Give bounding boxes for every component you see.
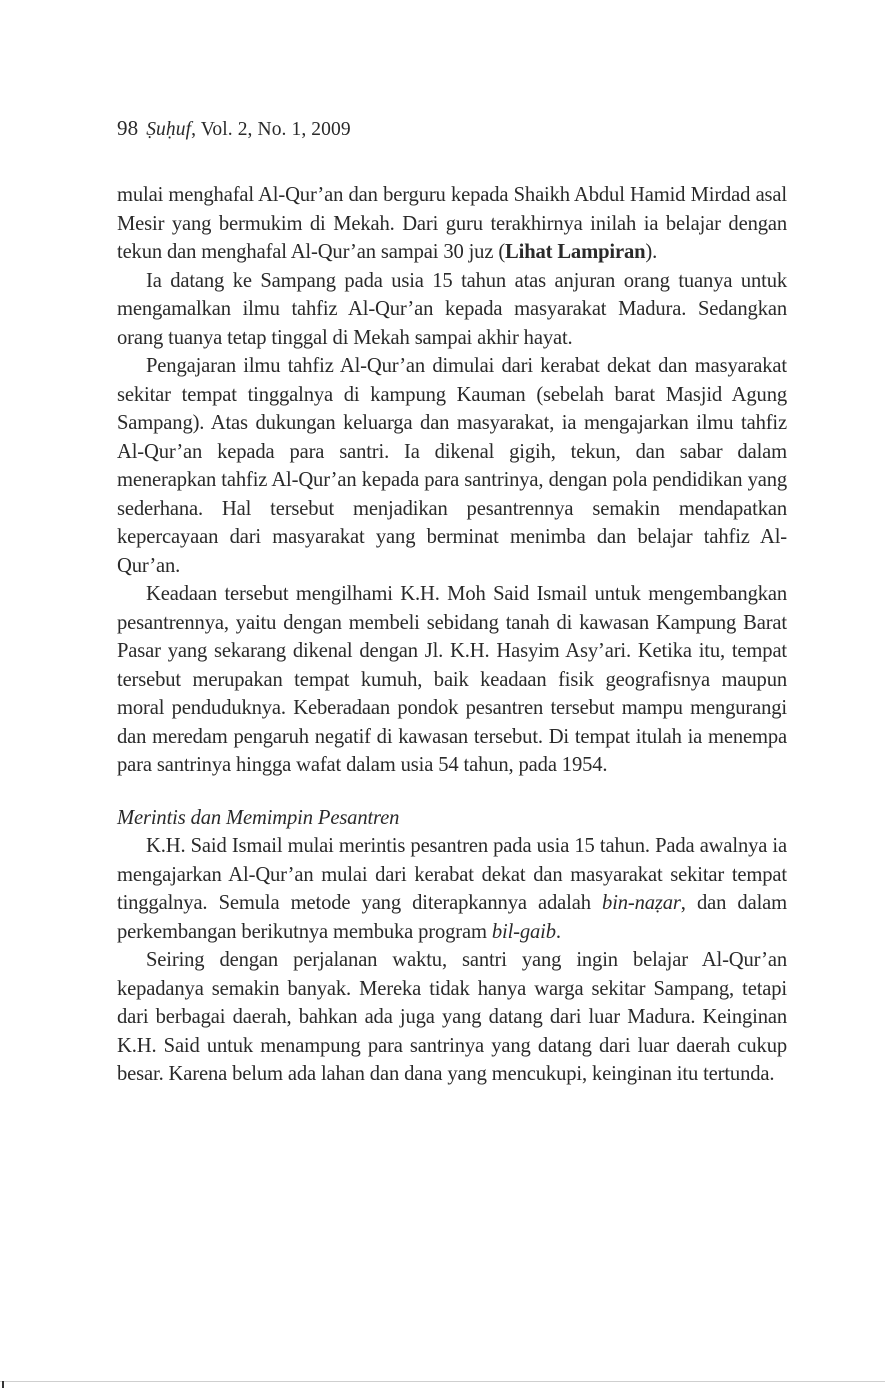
section-heading: Merintis dan Memimpin Pesantren [117,806,400,829]
journal-title: Ṣuḥuf [146,119,192,140]
term-bin-nazar: bin-naẓar [602,892,681,914]
paragraph-4: Keadaan tersebut mengilhami K.H. Moh Said Ismail untuk mengembangkan pesantrennya, yaitu dengan membeli sebidang tanah di kawasan Kampung Barat Pasar yang sekarang dikenal dengan Jl. K.H. Hasyim Asy’ari. Ketika itu, tempat tersebut merupakan tempat kumuh, baik keadaan fisik geografisnya maupun moral penduduknya. Keberadaan pondok pesantren tersebut mampu mengurangi dan meredam pengaruh negatif di kawasan tersebut. Di tempat itulah ia menempa para santrinya hingga wafat dalam usia 54 tahun, pada 1954. [117,583,787,776]
page-number: 98 [117,116,139,140]
scan-edge-mark [2,1381,4,1388]
scan-edge-line [0,1381,885,1382]
page-body [117,181,787,1089]
section-paragraph-1: K.H. Said Ismail mulai merintis pesantren pada usia 15 tahun. Pada awalnya ia mengajarkan Al-Qur’an mulai dari kerabat dekat dan masyarakat sekitar tempat tinggalnya. Semula metode yang diterapkannya adalah bin-naẓar, dan dalam perkembangan berikutnya membuka program bil-gaib. [117,835,787,943]
journal-issue: , Vol. 2, No. 1, 2009 [191,119,351,140]
paragraph-3: Pengajaran ilmu tahfiz Al-Qur’an dimulai dari kerabat dekat dan masyarakat sekitar tempat tinggalnya di kampung Kauman (sebelah barat Masjid Agung Sampang). Atas dukungan keluarga dan masyarakat, ia mengajarkan ilmu tahfiz Al-Qur’an kepada para santri. Ia dikenal gigih, tekun, dan sabar dalam menerapkan tahfiz Al-Qur’an kepada para santrinya, dengan pola pendidikan yang sederhana. Hal tersebut menjadikan pesantrennya semakin mendapatkan kepercayaan dari masyarakat yang berminat menimba dan belajar tahfiz Al-Qur’an. [117,355,787,577]
running-header [117,116,351,141]
term-bil-gaib: bil-gaib [491,920,556,943]
paragraph-1: mulai menghafal Al-Qur’an dan berguru kepada Shaikh Abdul Hamid Mirdad asal Mesir yang bermukim di Mekah. Dari guru terakhirnya inilah ia belajar dengan tekun dan menghafal Al-Qur’an sampai 30 juz (Lihat Lampiran). [117,184,787,263]
paragraph-2: Ia datang ke Sampang pada usia 15 tahun atas anjuran orang tuanya untuk mengamalkan ilmu tahfiz Al-Qur’an kepada masyarakat Madura. Sedangkan orang tuanya tetap tinggal di Mekah sampai akhir hayat. [117,269,787,349]
appendix-reference: Lihat Lampiran [505,241,646,263]
section-paragraph-2: Seiring dengan perjalanan waktu, santri yang ingin belajar Al-Qur’an kepadanya semakin banyak. Mereka tidak hanya warga sekitar Sampang, tetapi dari berbagai daerah, bahkan ada juga yang datang dari luar Madura. Keinginan K.H. Said untuk menampung para santrinya yang datang dari luar daerah cukup besar. Karena belum ada lahan dan dana yang mencukupi, keinginan itu tertunda. [117,949,787,1085]
